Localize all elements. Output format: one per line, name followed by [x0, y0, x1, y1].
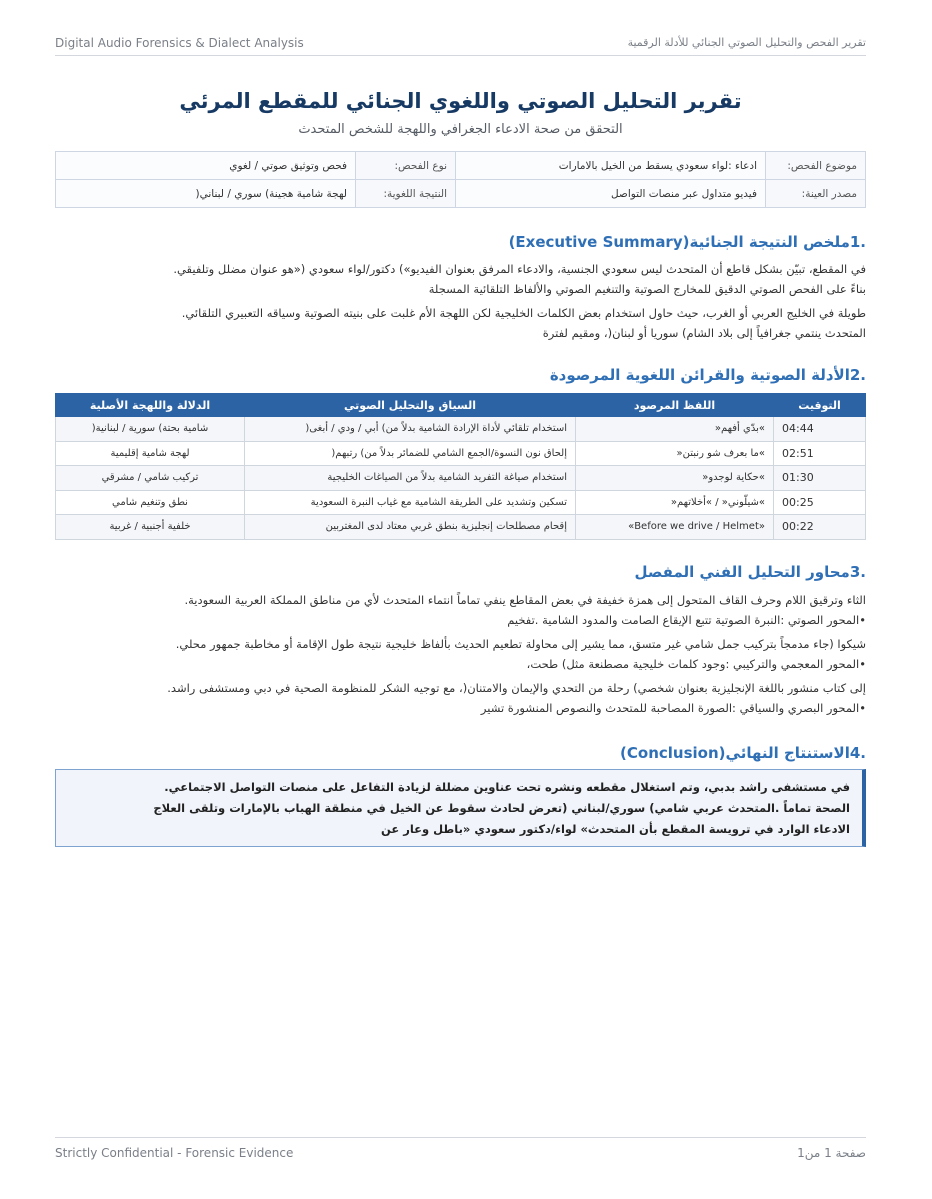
column-header: السياق والتحليل الصوتي [245, 394, 576, 417]
paragraph-line: طويلة في الخليج العربي أو الغرب، حيث حاول استخدام بعض الكلمات الخليجية لكن اللهجة الأم غلبت على بنيته الصوتية وسياقه التعبيري التلقائي. [181, 306, 866, 320]
table-cell: استخدام صياغة التفريد الشامية بدلاً من الصياغات الخليجية [245, 466, 576, 491]
page-header [55, 36, 866, 56]
table-cell: لهجة شامية إقليمية [56, 441, 245, 466]
paragraph-line: •المحور الصوتي :النبرة الصوتية تتبع الإيقاع الصامت والمدود الشامية .تفخيم [507, 613, 866, 627]
meta-label: موضوع الفحص: [766, 152, 866, 180]
conclusion-box [55, 769, 866, 847]
table-cell: 02:51 [774, 441, 866, 466]
paragraph-line: •المحور البصري والسياقي :الصورة المصاحبة للمتحدث والنصوص المنشورة تشير [480, 701, 866, 715]
column-header: اللفظ المرصود [576, 394, 774, 417]
page-footer [55, 1137, 866, 1163]
section-1-title: .1ملخص النتيجة الجنائية(Executive Summary) [508, 233, 866, 251]
meta-row [56, 180, 866, 208]
table-cell: 00:22 [774, 515, 866, 540]
meta-value: ادعاء :لواء سعودي يسقط من الخيل بالامارات [456, 152, 766, 180]
section-3-body [55, 590, 866, 718]
table-row [56, 466, 866, 491]
table-cell: «Before we drive / Helmet» [576, 515, 774, 540]
section-2-title: .2الأدلة الصوتية والقرائن اللغوية المرصودة [549, 366, 866, 384]
meta-label: مصدر العينة: [766, 180, 866, 208]
paragraph-line: إلى كتاب منشور باللغة الإنجليزية بعنوان شخصي) رحلة من التحدي والإيمان والامتنان(، مع توجيه الشكر للمنظومة الصحية في دبي ومستشفى راشد. [167, 681, 866, 695]
report-subtitle: التحقق من صحة الادعاء الجغرافي واللهجة للشخص المتحدث [298, 122, 623, 137]
meta-label: النتيجة اللغوية: [356, 180, 456, 208]
footer-left-text: Strictly Confidential - Forensic Evidence [55, 1146, 294, 1160]
conclusion-line: الصحة تماماً .المتحدث عربي شامي) سوري/لبناني (تعرض لحادث سقوط عن الخيل في منطقة الهباب بالإمارات وتلقى العلاج [153, 801, 850, 815]
column-header: الدلالة واللهجة الأصلية [56, 394, 245, 417]
paragraph-line: بناءً على الفحص الصوتي الدقيق للمخارج الصوتية والتنغيم الصوتي والألفاظ التلقائية المسجلة [428, 282, 866, 296]
paragraph-line: في المقطع، تبيّن بشكل قاطع أن المتحدث ليس سعودي الجنسية، والادعاء المرفق بعنوان الفيديو») دكتور/لواء سعودي («هو عنوان مضلل وتلفيقي. [173, 262, 866, 276]
meta-table [55, 151, 866, 208]
conclusion-line: في مستشفى راشد بدبي، وتم استغلال مقطعه ونشره تحت عناوين مضللة لزيادة التفاعل على منصات التواصل الاجتماعي. [164, 780, 850, 794]
table-cell: 01:30 [774, 466, 866, 491]
table-cell: تسكين وتشديد على الطريقة الشامية مع غياب النبرة السعودية [245, 490, 576, 515]
table-row [56, 490, 866, 515]
table-cell: »ما بعرف شو رنبتن« [576, 441, 774, 466]
meta-value: فيديو متداول عبر منصات التواصل [456, 180, 766, 208]
evidence-table [55, 393, 866, 540]
table-cell: »بدّي أفهم« [576, 417, 774, 442]
meta-value: لهجة شامية هجينة) سوري / لبناني( [56, 180, 356, 208]
header-left-text: Digital Audio Forensics & Dialect Analysis [55, 36, 304, 50]
meta-value: فحص وتوثيق صوتي / لغوي [56, 152, 356, 180]
paragraph-line: المتحدث ينتمي جغرافياً إلى بلاد الشام) سوريا أو لبنان(، ومقيم لفترة [542, 326, 866, 340]
table-cell: نطق وتنغيم شامي [56, 490, 245, 515]
table-cell: 00:25 [774, 490, 866, 515]
table-cell: 04:44 [774, 417, 866, 442]
column-header: التوقيت [774, 394, 866, 417]
section-4-title: .4الاستنتاج النهائي(Conclusion) [620, 744, 866, 762]
table-cell: استخدام تلقائي لأداة الإرادة الشامية بدلاً من) أبي / ودي / أبغى( [245, 417, 576, 442]
table-header-row [56, 394, 866, 417]
paragraph-line: •المحور المعجمي والتركيبي :وجود كلمات خليجية مصطنعة مثل) طحت، [526, 657, 866, 671]
report-title: تقرير التحليل الصوتي واللغوي الجنائي للمقطع المرئي [179, 89, 742, 113]
table-cell: خلفية أجنبية / غربية [56, 515, 245, 540]
header-right-text: تقرير الفحص والتحليل الصوتي الجنائي للأدلة الرقمية [627, 36, 866, 49]
section-3-title: .3محاور التحليل الفني المفصل [634, 563, 866, 581]
meta-label: نوع الفحص: [356, 152, 456, 180]
table-cell: شامية بحتة) سورية / لبنانية( [56, 417, 245, 442]
page-number: صفحة 1 من1 [797, 1146, 866, 1160]
table-cell: »شيلّوني« / »أخلاتهم« [576, 490, 774, 515]
table-row [56, 417, 866, 442]
table-row [56, 515, 866, 540]
table-cell: »حكاية لوجدو« [576, 466, 774, 491]
meta-row [56, 152, 866, 180]
table-cell: تركيب شامي / مشرقي [56, 466, 245, 491]
table-cell: إلحاق نون النسوة/الجمع الشامي للضمائر بدلاً من) رتبهم( [245, 441, 576, 466]
conclusion-line: الادعاء الوارد في ترويسة المقطع بأن المتحدث» لواء/دكتور سعودي «باطل وعار عن [381, 822, 850, 836]
paragraph-line: شيكوا (جاء مدمجاً بتركيب جمل شامي غير متسق، مما يشير إلى محاولة تطعيم الحديث بألفاظ خليجية نتيجة طول الإقامة أو مخاطبة جمهور محلي. [175, 637, 866, 651]
table-row [56, 441, 866, 466]
paragraph-line: الثاء وترقيق اللام وحرف القاف المتحول إلى همزة خفيفة في بعض المقاطع ينفي تماماً انتماء المتحدث لأي من مناطق المملكة العربية السعودية. [184, 593, 866, 607]
table-cell: إقحام مصطلحات إنجليزية بنطق غربي معتاد لدى المغتربين [245, 515, 576, 540]
section-1-body [55, 259, 866, 343]
